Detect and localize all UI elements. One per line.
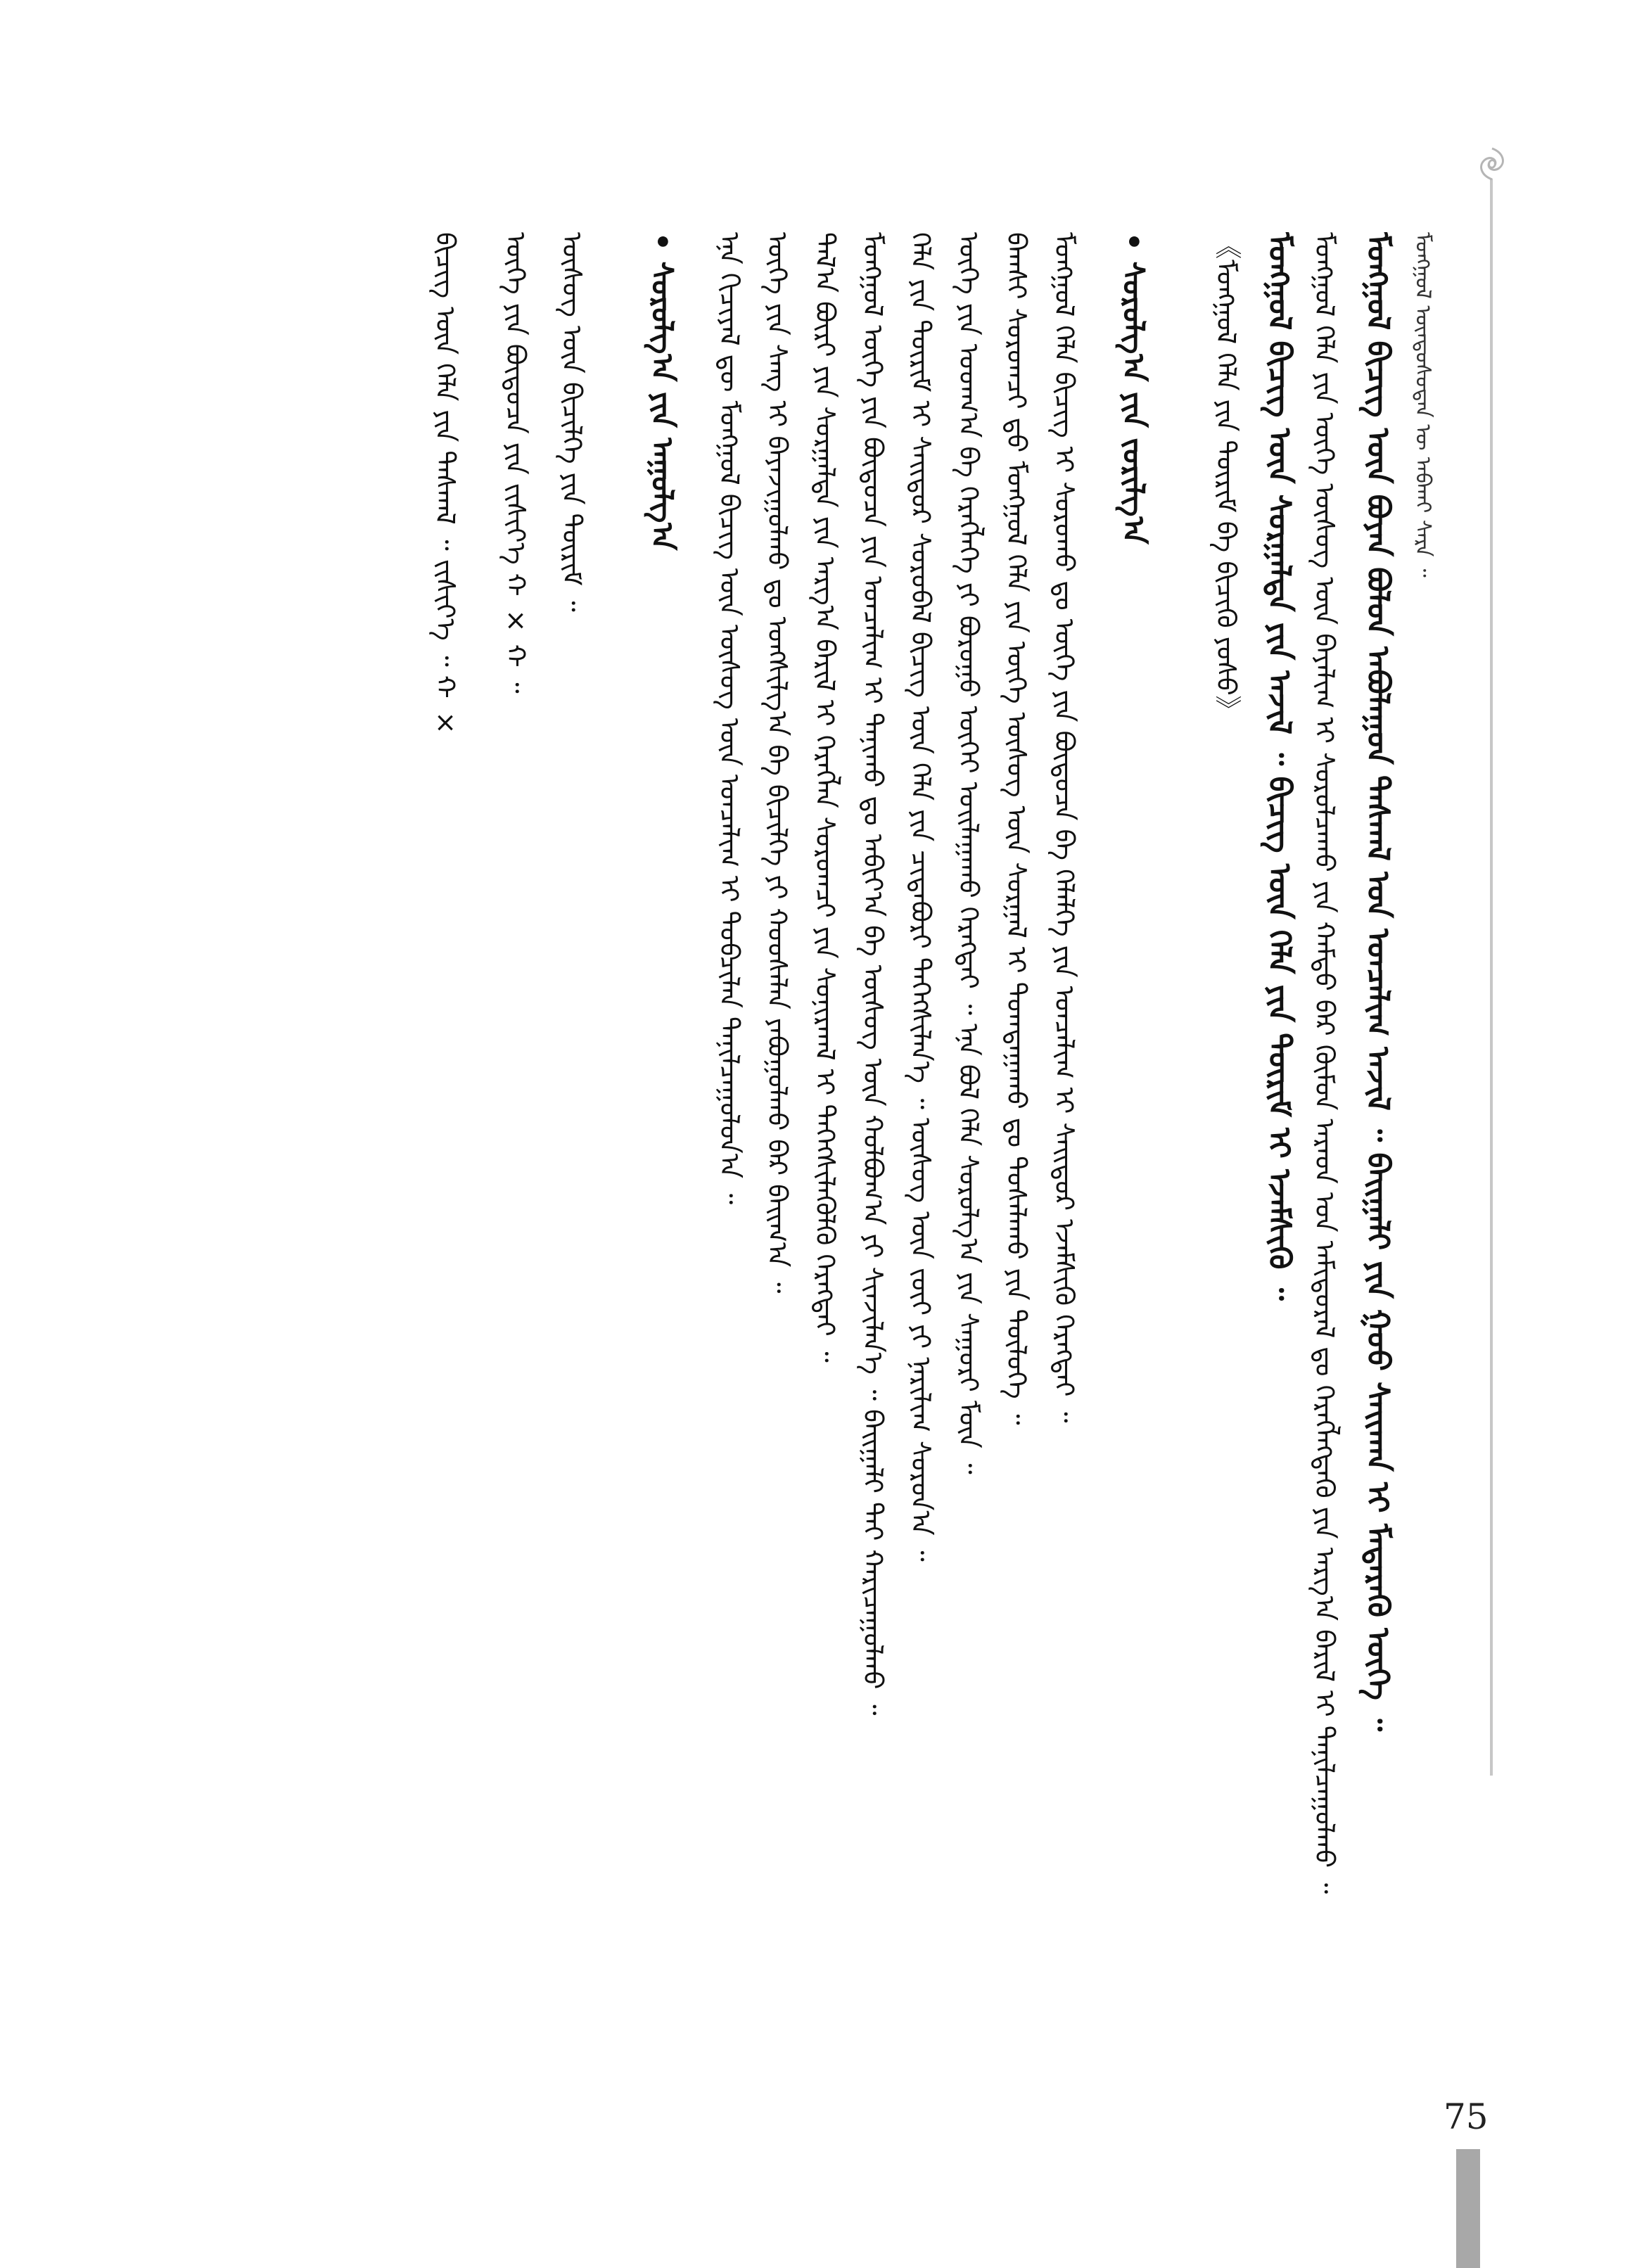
body-column: ᠮᠣᠩᠭᠣᠯ ᠬᠡᠯᠡ ᠪᠢᠴᠢᠭ ᠢ ᠰᠤᠷᠤᠬᠤ ᠳᠤ ᠦᠭᠡ ᠶᠢᠨ ᠪᠦᠲᠦᠴᠡ ᠪᠠ ᠬᠡᠯᠡᠯᠭᠡ ᠶᠢᠨ ᠣᠨᠴᠠᠯᠢᠭ ᠢ ᠰᠠᠢᠲᠤᠷ ᠡᠵᠡᠮᠰᠢᠬᠦ ᠬᠡᠷᠡᠭᠲᠡᠢ ᠃ — [1049, 232, 1080, 1423]
body-column: ᠮᠣᠩᠭᠣᠯ ᠬᠡᠯᠡ ᠶᠢᠨ ᠦᠭᠡ ᠦᠰᠦᠭ ᠦᠨ ᠪᠠᠶᠠᠯᠢᠭ ᠢ ᠰᠤᠷᠤᠯᠴᠠᠬᠤ ᠶᠢᠨ ᠬᠠᠮᠲᠤ ᠪᠡᠷ ᠬᠦᠮᠦᠨ ᠠᠷᠠᠳ ᠤᠨ ᠠᠮᠢᠳᠤᠷᠠᠯ ᠳᠤ ᠬᠡᠷᠡᠭᠯᠡᠭᠳᠡᠬᠦ ᠶᠢᠨ ᠠᠷᠭ᠎ᠠ ᠪᠠᠷᠢᠯ ᠢ ᠲᠠᠨᠢᠯᠴᠠᠭᠤᠯᠬᠤ ᠃ — [1309, 232, 1340, 1894]
body-column: ᠦᠰᠦᠭ ᠦᠨ ᠪᠢᠴᠢᠯᠭᠡ ᠶᠢᠨ ᠳᠦᠷᠢᠮ ᠃ — [556, 232, 587, 612]
body-column: ᠬᠡᠯᠡ ᠶᠢᠨ ᠳᠦᠷᠢᠮ ᠢ ᠰᠠᠢᠲᠤᠷ ᠰᠤᠷᠤᠪᠠᠯ ᠪᠢᠴᠢᠭ ᠦᠨ ᠬᠡᠯᠡ ᠶᠢᠨ ᠴᠢᠳᠠᠪᠤᠷᠢ ᠳᠡᠭᠡᠭᠰᠢᠯᠡᠨ᠎ᠡ ᠃ ᠦᠰᠦᠭ ᠦᠨ ᠵᠦᠢ ᠶᠢ ᠨᠠᠷᠢᠯᠢᠭ ᠰᠤᠷᠤᠨ᠎ᠠ ᠃ — [905, 232, 936, 1562]
body-column: ᠡᠨᠡ ᠬᠢᠴᠢᠶᠡᠯ ᠳᠦ ᠮᠣᠩᠭᠣᠯ ᠪᠢᠴᠢᠭ ᠦᠨ ᠦᠰᠦᠭ ᠦᠨ ᠣᠨᠴᠠᠯᠢᠭ ᠢ ᠲᠣᠪᠴᠢᠯᠠᠨ ᠲᠠᠨᠢᠯᠴᠠᠭᠤᠯᠤᠨ᠎ᠠ ᠃ — [714, 232, 745, 1205]
body-column: ᠮᠣᠩᠭᠣᠯ ᠦᠭᠡ ᠶᠢᠨ ᠪᠦᠲᠦᠴᠡ ᠶᠢᠨ ᠣᠨᠴᠠᠯᠢᠭ ᠢ ᠲᠠᠨᠢᠬᠤ ᠳᠤ ᠠᠪᠢᠶ᠎ᠠ ᠪᠠ ᠦᠰᠦᠭ ᠦᠨ ᠬᠣᠯᠪᠣᠭ᠎ᠠ ᠶᠢ ᠰᠢᠨᠵᠢᠯᠡᠨ᠎ᠡ ᠃ ᠪᠠᠢᠭᠠᠯᠢ ᠲᠠᠢ ᠬᠠᠷᠢᠴᠠᠭᠤᠯᠬᠤ ᠃ — [858, 232, 888, 1716]
body-column: ᠦᠭᠡ ᠶᠢᠨ ᠪᠦᠲᠦᠴᠡ ᠶᠢᠨ ᠵᠢᠱᠢᠶ᠎ᠡ ᠬ × ᠬ ᠃ — [500, 232, 531, 694]
body-column: 《ᠮᠣᠩᠭᠣᠯ ᠬᠡᠯᠡ ᠶᠢᠨ ᠳᠦᠷᠢᠮ ᠪᠠ ᠪᠢᠴᠢᠬᠦ ᠶᠣᠰᠣ》 — [1211, 232, 1242, 723]
page-number: 75 — [1444, 2096, 1489, 2137]
section-heading: • ᠰᠤᠷᠤᠯᠭ᠎ᠠ ᠶᠢᠨ ᠵᠣᠷᠢᠯᠭ᠎ᠠ — [1116, 232, 1151, 544]
section-heading: • ᠰᠤᠷᠤᠯᠭ᠎ᠠ ᠶᠢᠨ ᠠᠭᠤᠯᠭ᠎ᠠ — [645, 232, 680, 551]
running-header: ᠮᠣᠩᠭᠣᠯ ᠦᠨᠳᠦᠰᠦᠲᠡᠨ ᠦ ᠠᠪᠬᠠᠢ ᠰᠠᠷᠠ ᠃ — [1410, 232, 1435, 578]
body-column: ᠲᠠᠯ᠎ᠠ ᠪᠦᠷᠢ ᠶᠢᠨ ᠰᠤᠷᠭᠠᠯᠲᠠ ᠶᠢᠨ ᠠᠷᠭ᠎ᠠ ᠪᠠᠷᠢᠯ ᠢ ᠬᠡᠷᠡᠭᠯᠡᠨ ᠰᠤᠷᠤᠭᠴᠢ ᠶᠢᠨ ᠰᠣᠨᠢᠷᠬᠠᠯ ᠢ ᠳᠡᠭᠡᠭᠰᠢᠯᠡᠭᠦᠯᠬᠦ ᠬᠡᠷᠡᠭᠲᠡᠢ ᠃ — [810, 232, 841, 1363]
body-column: ᠦᠭᠡ ᠶᠢᠨ ᠰᠠᠩ ᠢ ᠪᠠᠶᠠᠵᠢᠭᠤᠯᠬᠤ ᠳᠤ ᠤᠩᠰᠢᠯᠭ᠎ᠠ ᠪᠠ ᠪᠢᠴᠢᠯᠭᠡ ᠶᠢ ᠬᠣᠣᠰᠠᠯᠠᠨ ᠶᠠᠪᠤᠭᠤᠯᠬᠤ ᠪᠡᠷ ᠪᠠᠢᠭ᠎ᠠ ᠃ — [762, 232, 793, 1294]
body-column: ᠪᠢᠴᠢᠭ ᠦᠨ ᠬᠡᠯᠡ ᠶᠢᠨ ᠳᠠᠰᠬᠠᠯ ᠃ ᠵᠢᠱᠢᠶ᠎ᠡ ᠃ ᠬ × — [430, 232, 461, 738]
scroll-ornament-icon — [1472, 144, 1512, 184]
bold-lead-line: ᠮᠣᠩᠭᠣᠯ ᠪᠢᠴᠢᠭ ᠦᠨ ᠪᠤᠶᠠᠨ ᠪᠤᠯᠤᠨ ᠠᠪᠤᠯᠠᠭᠤᠨ ᠳᠠᠰᠬᠠᠯ ᠤᠨ ᠣᠨᠴᠠᠯᠢᠭ ᠠᠵᠢᠯ ᠃ ᠪᠠᠢᠭᠠᠯᠢ ᠶᠢᠨ ᠭᠣᠣ ᠰᠠᠢᠬᠠᠨ ᠢ ᠮᠡᠳᠡᠷᠡᠬᠦ ᠦᠭᠡ ᠃ — [1360, 232, 1396, 1732]
body-column: ᠦᠭᠡ ᠶᠢᠨ ᠤᠳᠬ᠎ᠠ ᠪᠠ ᠬᠡᠷᠡᠭᠯᠡᠭᠡ ᠶᠢ ᠪᠤᠷᠤᠭᠤ ᠦᠭᠡᠢ ᠣᠢᠯᠠᠭᠠᠬᠤ ᠬᠡᠷᠡᠭᠲᠡᠢ ᠃ ᠡᠨᠡ ᠪᠣᠯ ᠬᠡᠯᠡ ᠰᠤᠷᠤᠯᠭ᠎ᠠ ᠶᠢᠨ ᠰᠠᠭᠤᠷᠢ ᠮᠥᠨ ᠃ — [953, 232, 984, 1474]
bold-lead-line: ᠮᠣᠩᠭᠣᠯ ᠪᠢᠴᠢᠭ ᠦᠨ ᠰᠤᠷᠭᠠᠯᠲᠠ ᠶᠢᠨ ᠠᠵᠢᠯ ᠃ ᠪᠢᠴᠢᠭ ᠦᠨ ᠬᠡᠯᠡ ᠶᠢᠨ ᠳᠦᠷᠢᠮ ᠢ ᠡᠵᠡᠮᠰᠢᠬᠦ ᠃ — [1261, 232, 1297, 1301]
thumb-tab — [1456, 2149, 1480, 2268]
ornament-rule — [1490, 179, 1493, 1776]
body-column: ᠪᠠᠭᠰᠢ ᠰᠤᠷᠤᠭᠴᠢ ᠳ᠋ᠤ ᠮᠣᠩᠭᠣᠯ ᠬᠡᠯᠡ ᠶᠢᠨ ᠦᠭᠡ ᠦᠰᠦᠭ ᠦᠨ ᠰᠤᠷᠭᠠᠯ ᠢ ᠲᠣᠭᠲᠠᠭᠠᠬᠤ ᠳᠤ ᠲᠤᠰᠠᠯᠠᠬᠤ ᠶᠢᠨ ᠲᠥᠯᠦᠭᠡ ᠃ — [1001, 232, 1032, 1425]
